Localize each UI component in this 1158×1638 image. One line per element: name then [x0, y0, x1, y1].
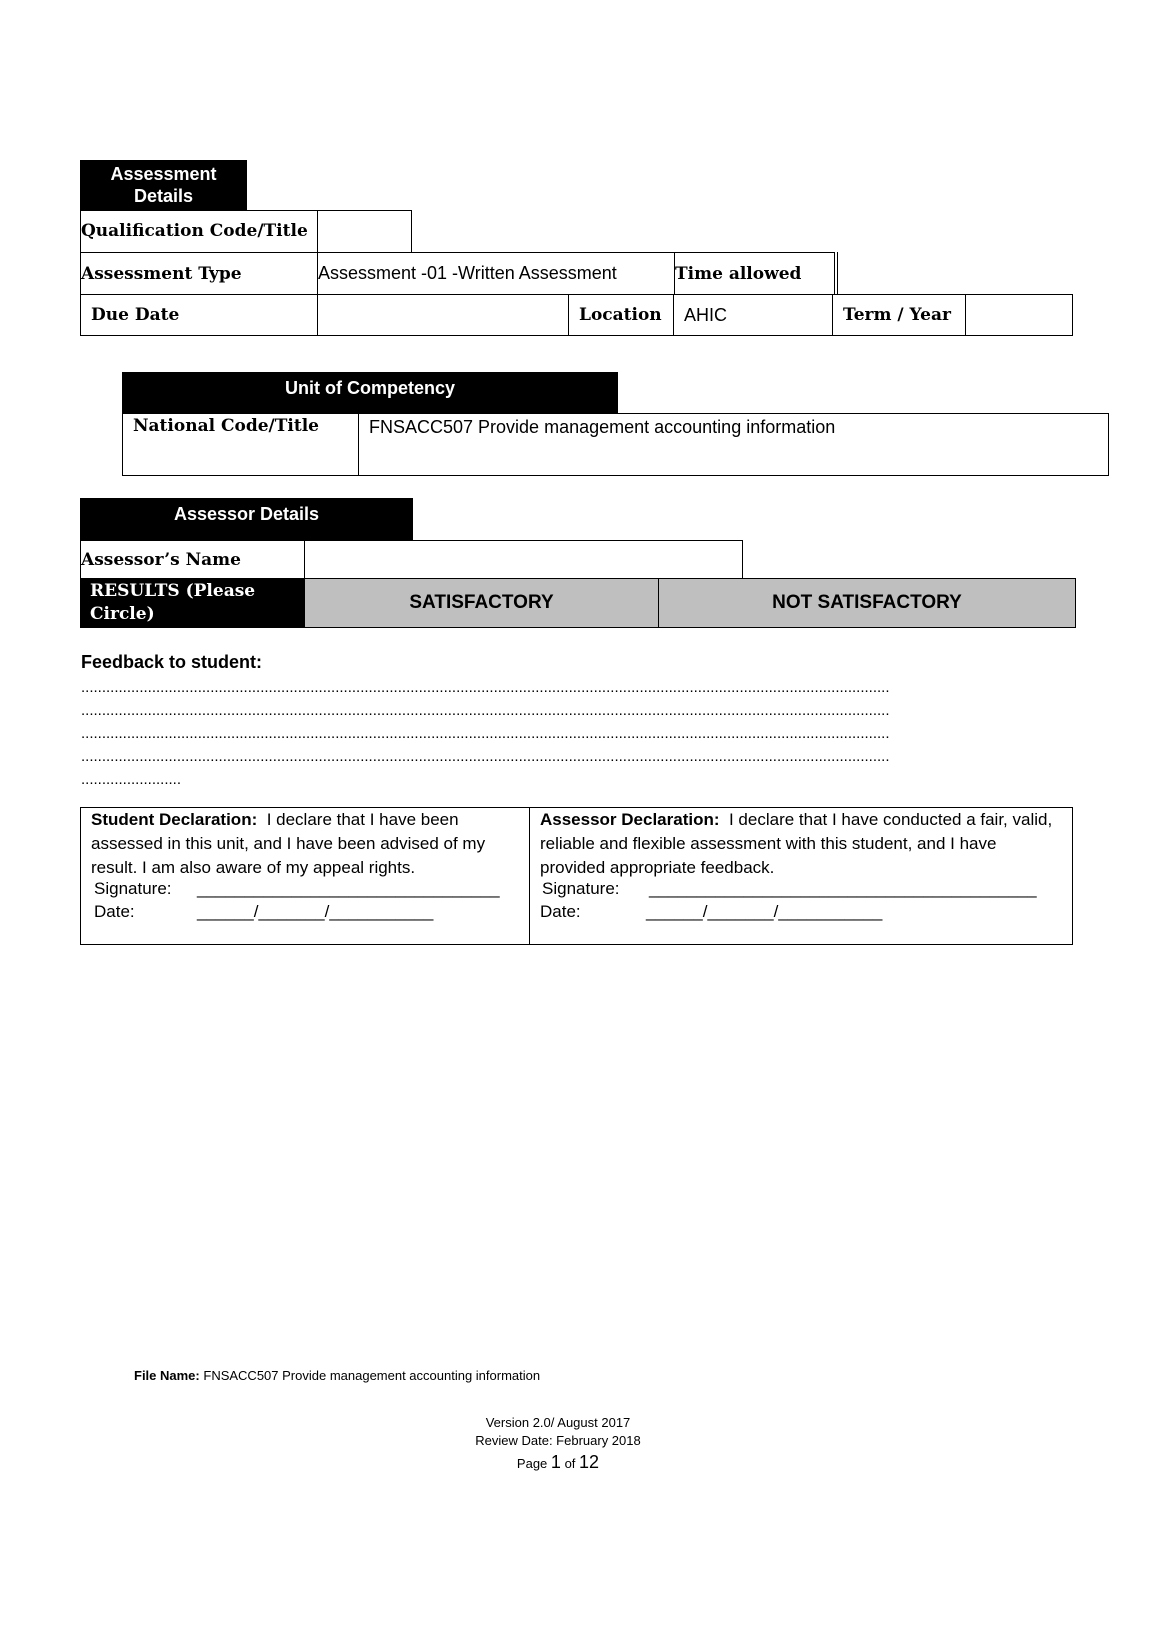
assessor-declaration-text	[540, 808, 1060, 880]
satisfactory-label: SATISFACTORY	[409, 592, 554, 613]
student-signature-line: ________________________________	[197, 879, 500, 898]
qualification-label: Qualification Code/Title	[81, 221, 308, 241]
due-date-label-cell	[80, 294, 318, 336]
assessor-signature-line: _________________________________________	[649, 879, 1037, 898]
national-code-value: FNSACC507 Provide management accounting information	[369, 417, 836, 437]
student-declaration-box	[80, 807, 530, 945]
assessor-declaration-box	[529, 807, 1073, 945]
student-declaration-text	[91, 808, 511, 880]
due-date-label: Due Date	[91, 305, 180, 325]
time-allowed-label-cell	[674, 252, 835, 295]
assessor-declaration-body: I declare that I have conducted a fair, valid, reliable and flexible assessment with this student, and I have provided appropriate feedback.	[540, 810, 1053, 877]
unit-of-competency-header: Unit of Competency	[122, 372, 618, 414]
location-label-cell	[568, 294, 674, 336]
student-date-line: ______/_______/___________	[197, 902, 434, 921]
qualification-value-cell[interactable]	[317, 210, 412, 253]
term-year-value-cell[interactable]	[965, 294, 1073, 336]
page-number	[0, 1452, 1116, 1473]
results-label: RESULTS (Please Circle)	[90, 581, 256, 624]
feedback-line-4[interactable]: ..................................................................................................................................................................................................	[81, 748, 890, 765]
page-word: Page	[516, 1456, 548, 1471]
student-signature-label: Signature:	[94, 879, 172, 898]
assessor-declaration-title: Assessor Declaration:	[540, 810, 720, 829]
assessment-type-label: Assessment Type	[81, 264, 242, 284]
assessment-type-value-cell[interactable]	[317, 252, 675, 295]
time-allowed-label: Time allowed	[675, 264, 802, 284]
location-value: AHIC	[684, 305, 728, 325]
version-text: Version 2.0/ August 2017	[485, 1415, 631, 1430]
satisfactory-option[interactable]	[304, 578, 659, 628]
assessor-name-value-cell[interactable]	[304, 540, 743, 579]
assessor-name-label-cell	[80, 540, 305, 579]
not-satisfactory-label: NOT SATISFACTORY	[772, 592, 962, 613]
student-declaration-body: I declare that I have been assessed in this unit, and I have been advised of my result. I am also aware of my appeal rights.	[91, 810, 486, 877]
assessor-date-line: ______/_______/___________	[646, 902, 883, 921]
assessor-signature-label: Signature:	[542, 879, 620, 898]
location-value-cell[interactable]	[673, 294, 833, 336]
file-name-label: File Name:	[134, 1368, 200, 1383]
feedback-line-5[interactable]: ........................	[81, 771, 182, 788]
assessment-details-header: Assessment Details	[80, 160, 247, 210]
assessor-signature-row[interactable]	[542, 877, 1037, 901]
assessor-date-label: Date:	[540, 902, 581, 921]
assessment-type-label-cell	[80, 252, 318, 295]
term-year-label: Term / Year	[843, 305, 951, 325]
results-label-cell	[80, 578, 305, 628]
assessment-type-value: Assessment -01 -Written Assessment	[318, 263, 617, 283]
time-allowed-edge	[837, 252, 838, 295]
feedback-label: Feedback to student:	[81, 652, 263, 672]
due-date-value-cell[interactable]	[317, 294, 569, 336]
term-year-label-cell	[832, 294, 966, 336]
assessor-name-label: Assessor’s Name	[81, 550, 241, 570]
student-declaration-title: Student Declaration:	[91, 810, 258, 829]
feedback-line-3[interactable]: ..................................................................................................................................................................................................	[81, 725, 890, 742]
not-satisfactory-option[interactable]	[658, 578, 1076, 628]
student-date-row[interactable]	[94, 900, 433, 924]
review-date-text: Review Date: February 2018	[475, 1433, 641, 1448]
feedback-line-1[interactable]: ..................................................................................................................................................................................................	[81, 679, 890, 696]
file-name-line	[134, 1368, 540, 1383]
page-of: of	[564, 1456, 576, 1471]
feedback-line-2[interactable]: ..................................................................................................................................................................................................	[81, 702, 890, 719]
page-current: 1	[550, 1452, 561, 1472]
student-date-label: Date:	[94, 902, 135, 921]
assessor-details-header: Assessor Details	[80, 498, 413, 540]
national-code-label-cell	[122, 413, 359, 476]
national-code-value-cell[interactable]	[358, 413, 1109, 476]
page-total: 12	[579, 1452, 600, 1472]
national-code-label: National Code/Title	[133, 416, 319, 436]
assessor-date-row[interactable]	[540, 900, 882, 924]
qualification-label-cell	[80, 210, 318, 253]
location-label: Location	[579, 305, 662, 325]
student-signature-row[interactable]	[94, 877, 500, 901]
file-name-value: FNSACC507 Provide management accounting information	[203, 1368, 541, 1383]
